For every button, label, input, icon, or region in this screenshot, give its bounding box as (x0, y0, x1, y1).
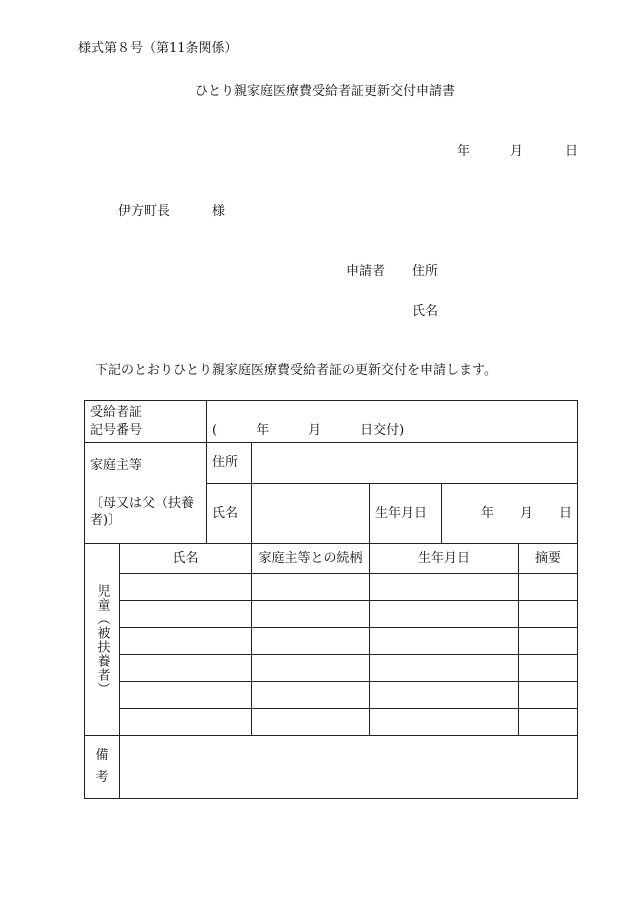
child-row (85, 709, 578, 736)
child-name-cell[interactable] (120, 682, 252, 709)
child-relation-cell[interactable] (252, 682, 370, 709)
cert-label-line2: 記号番号 (90, 422, 143, 438)
child-note-cell[interactable] (519, 628, 578, 655)
household-sublabel: 〔母又は父（扶養者)〕 (90, 495, 195, 529)
child-row (85, 574, 578, 601)
household-name-field[interactable] (252, 484, 370, 544)
child-birth-cell[interactable] (370, 655, 519, 682)
date-month-label: 月 (510, 144, 524, 159)
household-birth-field[interactable]: 年 月 日 (442, 484, 578, 544)
child-birth-cell[interactable] (370, 601, 519, 628)
col-header-birth: 生年月日 (370, 544, 519, 574)
child-relation-cell[interactable] (252, 574, 370, 601)
household-head-label (85, 443, 207, 544)
child-birth-cell[interactable] (370, 574, 519, 601)
date-year-label: 年 (457, 144, 471, 159)
child-row (85, 601, 578, 628)
child-note-cell[interactable] (519, 574, 578, 601)
children-section-label (85, 544, 120, 736)
col-header-note: 摘要 (519, 544, 578, 574)
child-relation-cell[interactable] (252, 709, 370, 736)
child-note-cell[interactable] (519, 601, 578, 628)
addressee-name: 伊方町長 (118, 204, 171, 219)
request-statement: 下記のとおりひとり親家庭医療費受給者証の更新交付を申請します。 (95, 363, 497, 378)
child-birth-cell[interactable] (370, 682, 519, 709)
document-title: ひとり親家庭医療費受給者証更新交付申請書 (195, 84, 456, 99)
form-number: 様式第８号（第11条関係） (78, 41, 238, 56)
household-address-label: 住所 (207, 443, 252, 484)
child-row (85, 628, 578, 655)
col-header-name: 氏名 (120, 544, 252, 574)
cert-number-field[interactable]: ( 年 月 日交付) (207, 401, 578, 443)
child-row (85, 682, 578, 709)
child-note-cell[interactable] (519, 682, 578, 709)
child-row (85, 655, 578, 682)
addressee-honorific: 様 (212, 204, 226, 219)
applicant-label: 申請者 (346, 264, 386, 279)
child-relation-cell[interactable] (252, 628, 370, 655)
remarks-field[interactable] (120, 736, 578, 799)
household-address-field[interactable] (252, 443, 578, 484)
child-relation-cell[interactable] (252, 601, 370, 628)
children-label: 児童（被扶養者） (94, 583, 110, 696)
applicant-name-label: 氏名 (412, 304, 439, 319)
date-day-label: 日 (565, 144, 579, 159)
cert-number-label (85, 401, 207, 443)
child-name-cell[interactable] (120, 655, 252, 682)
application-form-table (84, 400, 578, 799)
household-label: 家庭主等 (90, 458, 143, 473)
applicant-address-label: 住所 (412, 264, 439, 279)
child-name-cell[interactable] (120, 601, 252, 628)
household-birth-label: 生年月日 (370, 484, 442, 544)
remarks-label (85, 736, 120, 799)
col-header-relation: 家庭主等との続柄 (252, 544, 370, 574)
child-birth-cell[interactable] (370, 628, 519, 655)
child-note-cell[interactable] (519, 655, 578, 682)
cert-label-line1: 受給者証 (90, 404, 143, 420)
household-name-label: 氏名 (207, 484, 252, 544)
remarks-char-2: 考 (95, 770, 109, 786)
child-name-cell[interactable] (120, 628, 252, 655)
child-name-cell[interactable] (120, 574, 252, 601)
remarks-char-1: 備 (95, 748, 109, 764)
child-relation-cell[interactable] (252, 655, 370, 682)
child-birth-cell[interactable] (370, 709, 519, 736)
child-name-cell[interactable] (120, 709, 252, 736)
child-note-cell[interactable] (519, 709, 578, 736)
